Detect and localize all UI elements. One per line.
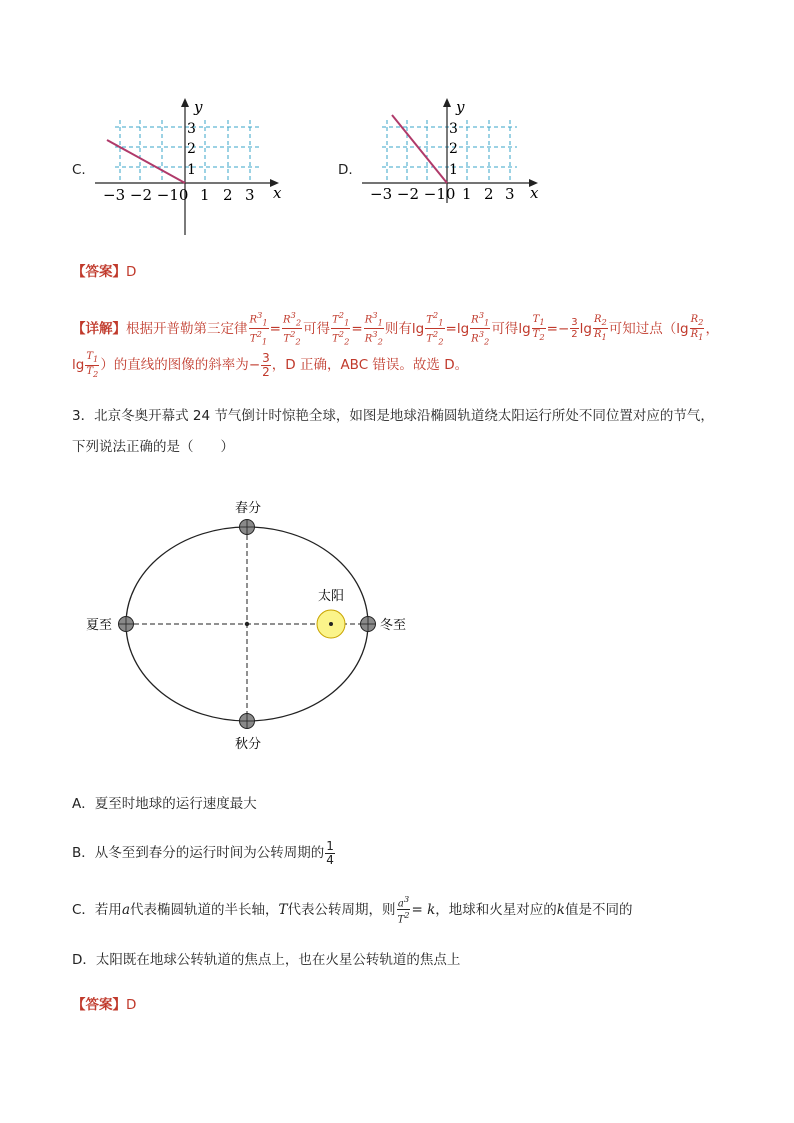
graph-d [357, 95, 562, 205]
explain-text-4: 可得 [491, 320, 519, 337]
explain-text-3: 则有 [384, 320, 412, 337]
option-a: A．夏至时地球的运行速度最大 [72, 796, 257, 812]
frac-t1-over-t2: $\frac{T_1}{T_2}$ [532, 314, 545, 343]
question-3-stem-line-1: 3．北京冬奥开幕式 24 节气倒计时惊艳全球，如图是地球沿椭圆轨道绕太阳运行所处不同位置对应的节气， [72, 408, 714, 424]
graph-c-xtick-2: 2 [223, 186, 233, 204]
answer-value: D [126, 264, 137, 280]
question-3-stem-line-2: 下列说法正确的是（ ） [72, 439, 234, 455]
label-taiyang: 太阳 [318, 589, 345, 604]
graph-d-ytick-3: 3 [449, 121, 458, 137]
frac-point-r: $\frac{R_2}{R_1}$ [690, 314, 704, 343]
graph-d-xtick-3: 3 [505, 185, 515, 203]
frac-point-t: $\frac{T_1}{T_2}$ [86, 350, 99, 379]
label-xiazhi: 夏至 [86, 618, 113, 633]
frac-lg-r: $\frac{R^3_1}{R^3_2}$ [471, 310, 490, 347]
graph-d-y-label: y [456, 98, 465, 116]
graph-c-x-label: x [273, 184, 282, 202]
option-c-label: C. [72, 162, 86, 178]
frac-lg-t: $\frac{T^2_1}{T^2_2}$ [426, 310, 444, 347]
explanation-line-2: lg $\frac{T_1}{T_2}$ ）的直线的图像的斜率为− $\frac{3}{2}$ ，D 正确，ABC 错误。故选 D。 [72, 350, 469, 379]
graph-d-xticks-neg: −3 −2 −10 [370, 185, 456, 203]
option-b-fraction: $\frac{1}{4}$ [326, 838, 334, 867]
explain-text-1: 根据开普勒第三定律 [126, 320, 248, 337]
frac-3-2: $\frac{3}{2}$ [571, 317, 578, 341]
graph-c-xticks-neg: −3 −2 −10 [103, 186, 189, 204]
label-dongzhi: 冬至 [380, 618, 407, 633]
option-b [72, 835, 336, 871]
graph-c-ytick-2: 2 [187, 141, 196, 157]
explain-text-7: ，D 正确，ABC 错误。故选 D。 [271, 357, 469, 373]
option-d: D．太阳既在地球公转轨道的焦点上，也在火星公转轨道的焦点上 [72, 952, 461, 968]
explain-text-2: 可得 [303, 320, 331, 337]
graph-c-ytick-1: 1 [187, 162, 196, 178]
graph-d-ytick-2: 2 [449, 141, 458, 157]
label-qiufen: 秋分 [235, 737, 262, 752]
frac-r1-t1: $\frac{R^3_1}{T^2_1}$ [249, 310, 268, 347]
graph-d-line [392, 115, 447, 183]
graph-c-y-arrow [181, 98, 189, 107]
graph-d-x-label: x [530, 184, 539, 202]
explanation-line-1: 【详解】根据开普勒第三定律 $\frac{R^3_1}{T^2_1}$ = $\frac{R^3_2}{T^2_2}$ 可得 $\frac{T^2_1}{T^2_2}$ = $\frac{R^3_1}{R^3_2}$ 则有lg $\frac{T^2_1}{T^2_2}$ =lg $\frac{R^3_1}{R^3_2}$ 可得lg $\frac{T_1}{T_2}$ =− $\frac{3}{2}$ lg $\frac{R_2}{R_1}$ 可知过点（lg $\frac{R_2}{R_1}$ ， [72, 310, 719, 347]
explain-text-5: 可知过点（ [608, 320, 677, 337]
explain-text-6: ）的直线的图像的斜率为 [100, 357, 249, 373]
label-chunfen: 春分 [235, 501, 262, 516]
frac-t1-t2: $\frac{T^2_1}{T^2_2}$ [332, 310, 350, 347]
graph-d-ytick-1: 1 [449, 162, 458, 178]
graph-c-xtick-1: 1 [200, 186, 210, 204]
answer-1 [72, 262, 136, 282]
graph-d-y-arrow [443, 98, 451, 107]
graph-c-ytick-3: 3 [187, 121, 196, 137]
graph-d-xtick-2: 2 [484, 185, 494, 203]
graph-c [90, 95, 295, 240]
graph-c-y-label: y [194, 98, 203, 116]
option-d-label: D. [338, 162, 353, 178]
frac-r2-t2: $\frac{R^3_2}{T^2_2}$ [282, 310, 302, 347]
option-c: C．若用a代表椭圆轨道的半长轴，T代表公转周期，则 $\frac{a^3}{T^2}$ = k，地球和火星对应的k值是不同的 [72, 894, 633, 926]
answer-2-bracket: 【答案】 [72, 997, 126, 1013]
option-b-text: B．从冬至到春分的运行时间为公转周期的 [72, 845, 325, 861]
answer-2 [72, 995, 136, 1015]
answer-bracket: 【答案】 [72, 264, 126, 280]
frac-r2-over-r1: $\frac{R_2}{R_1}$ [593, 314, 607, 343]
orbit-center [245, 622, 249, 626]
frac-slope: $\frac{3}{2}$ [262, 350, 270, 379]
sun-focus-dot [329, 622, 333, 626]
graph-c-line [107, 140, 185, 183]
graph-d-xtick-1: 1 [462, 185, 472, 203]
option-c-fraction: $\frac{a^3}{T^2}$ [397, 894, 410, 926]
explain-bracket: 【详解】 [72, 320, 126, 337]
frac-r1-r2: $\frac{R^3_1}{R^3_2}$ [364, 310, 383, 347]
graph-c-xtick-3: 3 [245, 186, 255, 204]
answer-2-value: D [126, 997, 137, 1013]
orbit-diagram [80, 490, 420, 755]
